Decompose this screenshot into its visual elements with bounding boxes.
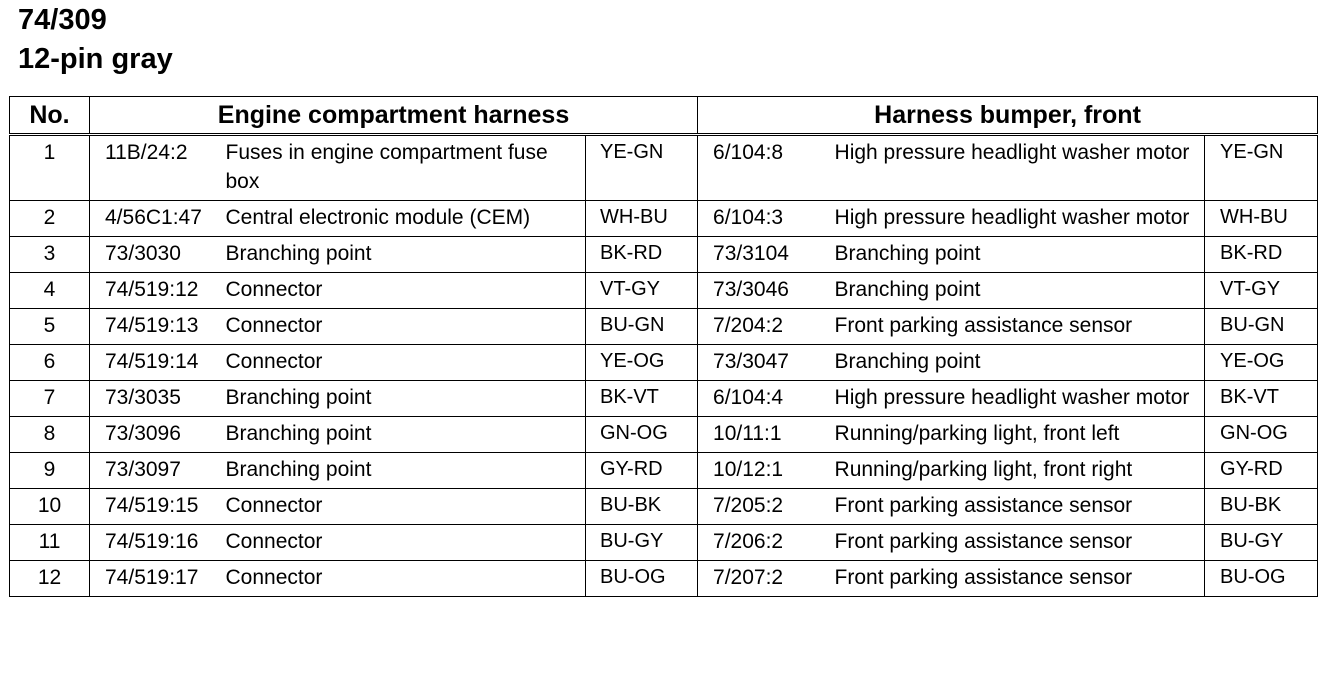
left-description: Connector [226,309,586,345]
right-wire-color: GN-OG [1205,417,1318,453]
table-row [10,345,1318,381]
left-component-id: 73/3030 [90,237,226,273]
left-component-id: 73/3096 [90,417,226,453]
table-row [10,453,1318,489]
left-component-id: 74/519:17 [90,561,226,597]
table-header-row [10,97,1318,135]
left-wire-color: GY-RD [586,453,698,489]
right-description: Running/parking light, front left [835,417,1205,453]
pin-number: 1 [10,135,90,201]
header-no: No. [10,97,90,135]
pin-number: 7 [10,381,90,417]
left-wire-color: YE-OG [586,345,698,381]
right-description: Front parking assistance sensor [835,489,1205,525]
left-component-id: 11B/24:2 [90,135,226,201]
left-description: Branching point [226,381,586,417]
left-description: Connector [226,273,586,309]
table-row [10,561,1318,597]
right-description: Branching point [835,273,1205,309]
pin-number: 8 [10,417,90,453]
right-component-id: 7/205:2 [698,489,835,525]
right-description: High pressure headlight washer motor [835,381,1205,417]
table-row [10,489,1318,525]
right-wire-color: BU-GN [1205,309,1318,345]
left-wire-color: BU-BK [586,489,698,525]
right-description: Front parking assistance sensor [835,525,1205,561]
left-description: Connector [226,489,586,525]
left-wire-color: GN-OG [586,417,698,453]
left-component-id: 74/519:13 [90,309,226,345]
right-component-id: 10/11:1 [698,417,835,453]
right-description: Front parking assistance sensor [835,561,1205,597]
left-component-id: 74/519:16 [90,525,226,561]
right-component-id: 6/104:8 [698,135,835,201]
right-wire-color: BU-OG [1205,561,1318,597]
right-description: Branching point [835,237,1205,273]
left-description: Fuses in engine compartment fuse box [226,135,586,201]
right-component-id: 7/207:2 [698,561,835,597]
pin-number: 10 [10,489,90,525]
pin-number: 6 [10,345,90,381]
pin-number: 9 [10,453,90,489]
right-component-id: 6/104:4 [698,381,835,417]
right-description: High pressure headlight washer motor [835,201,1205,237]
left-description: Branching point [226,417,586,453]
table-row [10,237,1318,273]
left-component-id: 73/3035 [90,381,226,417]
left-wire-color: BU-OG [586,561,698,597]
connector-pin-table [9,96,1318,597]
table-row [10,525,1318,561]
pin-number: 3 [10,237,90,273]
left-description: Central electronic module (CEM) [226,201,586,237]
right-component-id: 73/3104 [698,237,835,273]
right-wire-color: BK-RD [1205,237,1318,273]
connector-name: 12-pin gray [18,43,173,75]
right-wire-color: BU-GY [1205,525,1318,561]
right-wire-color: GY-RD [1205,453,1318,489]
right-wire-color: VT-GY [1205,273,1318,309]
left-description: Branching point [226,237,586,273]
header-engine-compartment-harness: Engine compartment harness [90,97,698,135]
right-component-id: 73/3047 [698,345,835,381]
left-description: Branching point [226,453,586,489]
right-description: Branching point [835,345,1205,381]
left-description: Connector [226,525,586,561]
left-wire-color: BU-GY [586,525,698,561]
right-description: High pressure headlight washer motor [835,135,1205,201]
right-wire-color: YE-GN [1205,135,1318,201]
pin-number: 12 [10,561,90,597]
left-wire-color: VT-GY [586,273,698,309]
left-component-id: 4/56C1:47 [90,201,226,237]
connector-code: 74/309 [18,4,107,36]
left-component-id: 73/3097 [90,453,226,489]
table-row [10,135,1318,201]
header-harness-bumper-front: Harness bumper, front [698,97,1318,135]
table-row [10,201,1318,237]
left-wire-color: YE-GN [586,135,698,201]
table-row [10,309,1318,345]
left-wire-color: BK-VT [586,381,698,417]
pin-number: 2 [10,201,90,237]
right-wire-color: BK-VT [1205,381,1318,417]
right-wire-color: WH-BU [1205,201,1318,237]
table-row [10,417,1318,453]
left-description: Connector [226,345,586,381]
right-wire-color: BU-BK [1205,489,1318,525]
right-component-id: 73/3046 [698,273,835,309]
table-row [10,381,1318,417]
left-wire-color: WH-BU [586,201,698,237]
left-component-id: 74/519:15 [90,489,226,525]
right-component-id: 10/12:1 [698,453,835,489]
pin-number: 4 [10,273,90,309]
right-wire-color: YE-OG [1205,345,1318,381]
left-component-id: 74/519:12 [90,273,226,309]
right-description: Running/parking light, front right [835,453,1205,489]
left-wire-color: BK-RD [586,237,698,273]
left-component-id: 74/519:14 [90,345,226,381]
table-body [10,135,1318,597]
left-wire-color: BU-GN [586,309,698,345]
right-description: Front parking assistance sensor [835,309,1205,345]
left-description: Connector [226,561,586,597]
table-row [10,273,1318,309]
right-component-id: 6/104:3 [698,201,835,237]
right-component-id: 7/206:2 [698,525,835,561]
pin-number: 5 [10,309,90,345]
pin-number: 11 [10,525,90,561]
right-component-id: 7/204:2 [698,309,835,345]
